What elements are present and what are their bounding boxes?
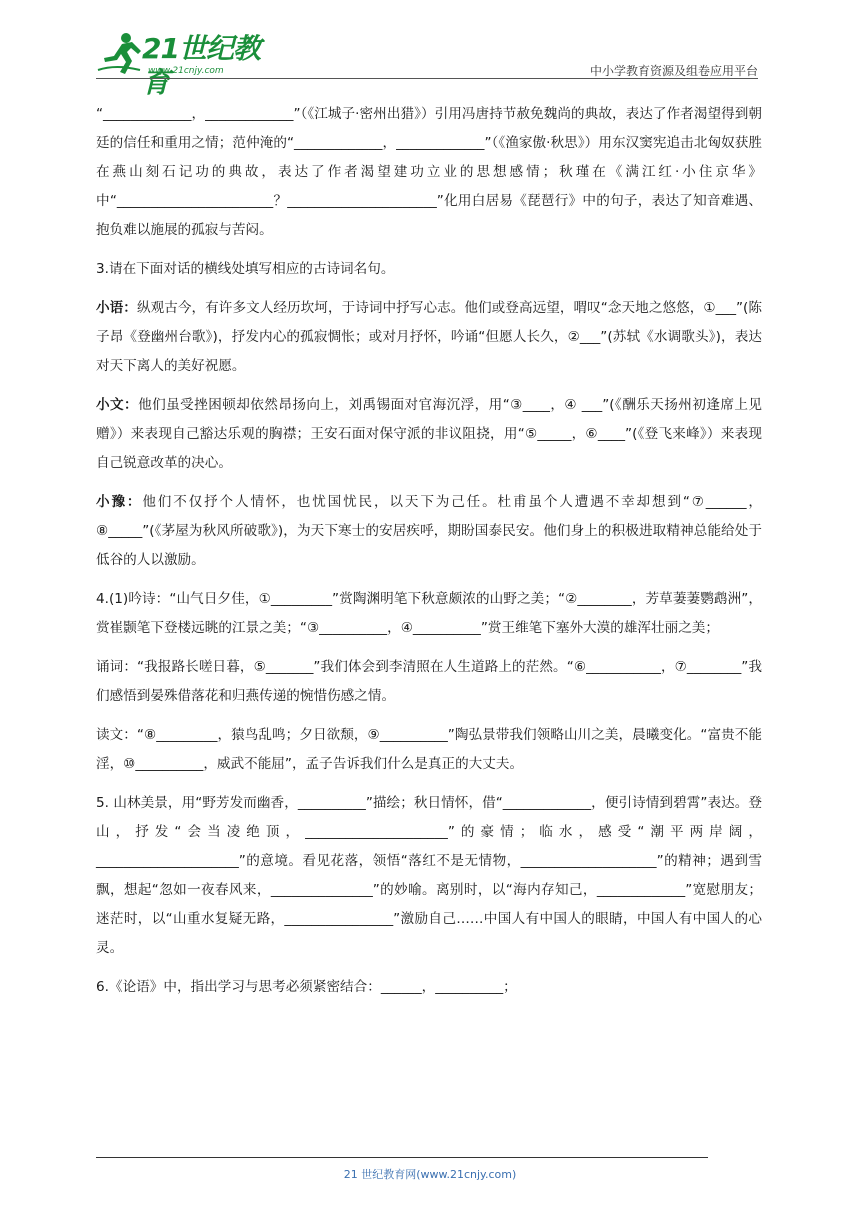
question-3-xiaoyu2 bbox=[96, 488, 762, 575]
speaker-label: 小语： bbox=[96, 300, 137, 316]
platform-title: 中小学教育资源及组卷应用平台 bbox=[589, 64, 758, 78]
question-3-title: 3.请在下面对话的横线处填写相应的古诗词名句。 bbox=[96, 261, 395, 277]
question-4-poems: 4.(1)吟诗：“山气日夕佳，①_________”赏陶渊明笔下秋意颇浓的山野之美；“②________，芳草萋萋鹦鹉洲”，赏崔颢笔下登楼远眺的江景之美；“③__________，④__________”赏王维笔下塞外大漠的雄浑壮丽之美； bbox=[96, 591, 762, 636]
speaker-text: 纵观古今，有许多文人经历坎坷，于诗词中抒写心志。他们或登高远望，喟叹“念天地之悠悠，①___”(陈子昂《登幽州台歌》)，抒发内心的孤寂惆怅；或对月抒怀，吟诵“但愿人长久，②___”(苏轼《水调歌头》)，表达对天下离人的美好祝愿。 bbox=[96, 300, 763, 374]
logo-url: www.21cnjy.com bbox=[148, 66, 224, 76]
question-4-prose: 读文：“⑧_________，猿鸟乱鸣；夕日欲颓，⑨__________”陶弘景带我们领略山川之美，晨曦变化。“富贵不能淫，⑩__________，威武不能屈”，孟子告诉我们什么是真正的大丈夫。 bbox=[96, 727, 762, 772]
header-divider bbox=[96, 78, 758, 79]
question-5: 5. 山林美景，用“野芳发而幽香，__________”描绘；秋日情怀，借“_____________，便引诗情到碧霄”表达。登山，抒发“会当凌绝顶，_____________________”的豪情；临水，感受“潮平两岸阔，_____________________”的意境。看见花落，领悟“落红不是无情物，____________________”的精神；遇到雪飘，想起“忽如一夜春风来，_______________”的妙喻。离别时，以“海内存知己，_____________”宽慰朋友；迷茫时，以“山重水复疑无路，________________”激励自己……中国人有中国人的眼睛，中国人有中国人的心灵。 bbox=[96, 795, 762, 956]
speaker-label: 小文： bbox=[96, 397, 139, 413]
site-logo[interactable] bbox=[96, 30, 266, 99]
speaker-text: 他们虽受挫困顿却依然昂扬向上，刘禹锡面对官海沉浮，用“③____，④ ___”(《酬乐天扬州初逢席上见赠》）来表现自己豁达乐观的胸襟；王安石面对保守派的非议阻挠，用“⑤_____，⑥____”(《登飞来峰》）来表现自己锐意改革的决心。 bbox=[96, 397, 763, 471]
document-body bbox=[96, 100, 762, 1012]
logo-text: 21世纪教育 bbox=[142, 32, 260, 99]
question-3-xiaoyu bbox=[96, 294, 762, 381]
question-3-xiaowen bbox=[96, 391, 762, 478]
question-4-ci: 诵词：“我报路长嗟日暮，⑤_______”我们体会到李清照在人生道路上的茫然。“⑥___________，⑦________”我们感悟到晏殊借落花和归燕传递的惋惜伤感之情。 bbox=[96, 659, 762, 704]
question-6: 6.《论语》中，指出学习与思考必须紧密结合：______，__________； bbox=[96, 979, 517, 995]
speaker-text: 他们不仅抒个人情怀，也忧国忧民，以天下为己任。杜甫虽个人遭遇不幸却想到“⑦______，⑧_____”(《茅屋为秋风所破歌》)，为天下寒士的安居疾呼，期盼国泰民安。他们身上的积极进取精神总能给处于低谷的人以激励。 bbox=[96, 494, 763, 568]
footer-link[interactable]: 21 世纪教育网(www.21cnjy.com) bbox=[343, 1168, 517, 1181]
runner-icon bbox=[96, 30, 144, 78]
page-header bbox=[0, 0, 860, 99]
paragraph-allusions: “_____________，_____________”（《江城子·密州出猎》）引用冯唐持节赦免魏尚的典故，表达了作者渴望得到朝廷的信任和重用之情；范仲淹的“_____________，_____________”（《渔家傲·秋思》）用东汉窦宪追击北匈奴获胜在燕山刻石记功的典故，表达了作者渴望建功立业的思想感情；秋瑾在《满江红·小住京华》中“_______________________？______________________”化用白居易《琵琶行》中的句子，表达了知音难遇、抱负难以施展的孤寂与苦闷。 bbox=[96, 106, 762, 238]
speaker-label: 小豫： bbox=[96, 494, 143, 510]
footer-divider bbox=[96, 1157, 708, 1158]
